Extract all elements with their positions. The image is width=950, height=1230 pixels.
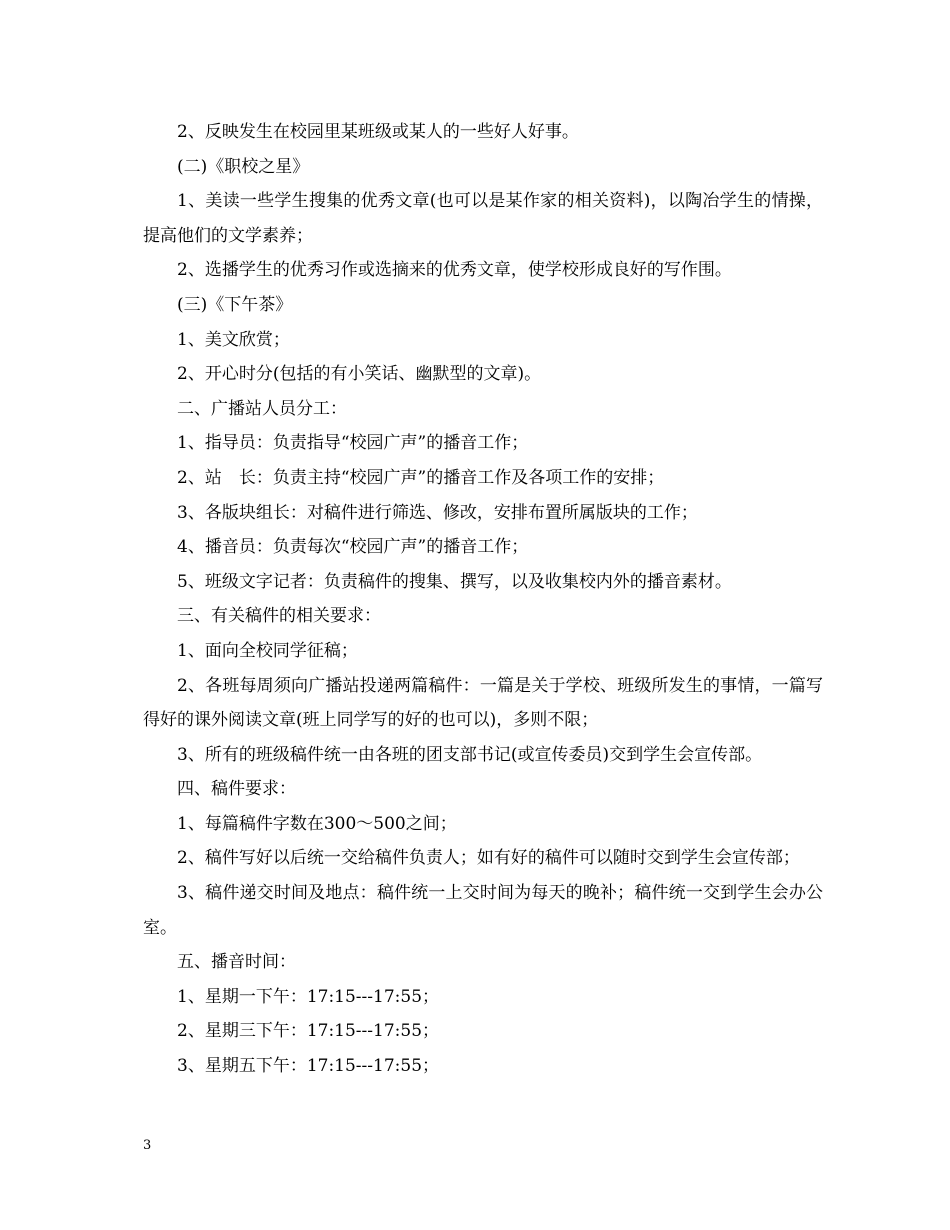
paragraph: 2、站 长：负责主持“校园广声”的播音工作及各项工作的安排； — [177, 467, 665, 488]
paragraph: 1、美文欣赏； — [177, 329, 290, 350]
section-heading: 三、有关稿件的相关要求： — [177, 606, 381, 627]
paragraph: 3、稿件递交时间及地点：稿件统一上交时间为每天的晚补；稿件统一交到学生会办公室。 — [143, 883, 823, 938]
paragraph: 1、指导员：负责指导“校园广声”的播音工作； — [177, 433, 529, 454]
paragraph: 3、星期五下午：17:15---17:55； — [177, 1056, 440, 1077]
section-heading: (三)《下午茶》 — [177, 294, 293, 315]
section-heading: 五、播音时间： — [177, 952, 296, 973]
paragraph: 3、所有的班级稿件统一由各班的团支部书记(或宣传委员)交到学生会宣传部。 — [177, 744, 763, 765]
section-heading: 四、稿件要求： — [177, 779, 296, 800]
paragraph: 1、面向全校同学征稿； — [177, 640, 358, 661]
paragraph: 3、各版块组长：对稿件进行筛选、修改，安排布置所属版块的工作； — [177, 502, 698, 523]
section-heading: (二)《职校之星》 — [177, 156, 310, 177]
paragraph: 2、选播学生的优秀习作或选摘来的优秀文章，使学校形成良好的写作围。 — [177, 260, 732, 281]
paragraph: 1、美读一些学生搜集的优秀文章(也可以是某作家的相关资料)，以陶冶学生的情操，提高他们的文学素养； — [143, 191, 823, 246]
paragraph: 2、各班每周须向广播站投递两篇稿件：一篇是关于学校、班级所发生的事情，一篇写得好的课外阅读文章(班上同学写的好的也可以)，多则不限； — [143, 675, 823, 731]
paragraph: 2、星期三下午：17:15---17:55； — [177, 1021, 440, 1042]
paragraph: 1、星期一下午：17:15---17:55； — [177, 986, 440, 1007]
paragraph: 4、播音员：负责每次“校园广声”的播音工作； — [177, 537, 529, 558]
paragraph: 1、每篇稿件字数在300～500之间； — [177, 813, 457, 834]
paragraph: 2、稿件写好以后统一交给稿件负责人；如有好的稿件可以随时交到学生会宣传部； — [177, 848, 800, 869]
paragraph: 2、反映发生在校园里某班级或某人的一些好人好事。 — [177, 122, 579, 142]
page-number: 3 — [143, 1138, 152, 1153]
section-heading: 二、广播站人员分工： — [177, 398, 347, 419]
paragraph: 5、班级文字记者：负责稿件的搜集、撰写，以及收集校内外的播音素材。 — [177, 571, 732, 592]
paragraph: 2、开心时分(包括的有小笑话、幽默型的文章)。 — [177, 364, 542, 385]
document-body — [143, 115, 823, 1084]
